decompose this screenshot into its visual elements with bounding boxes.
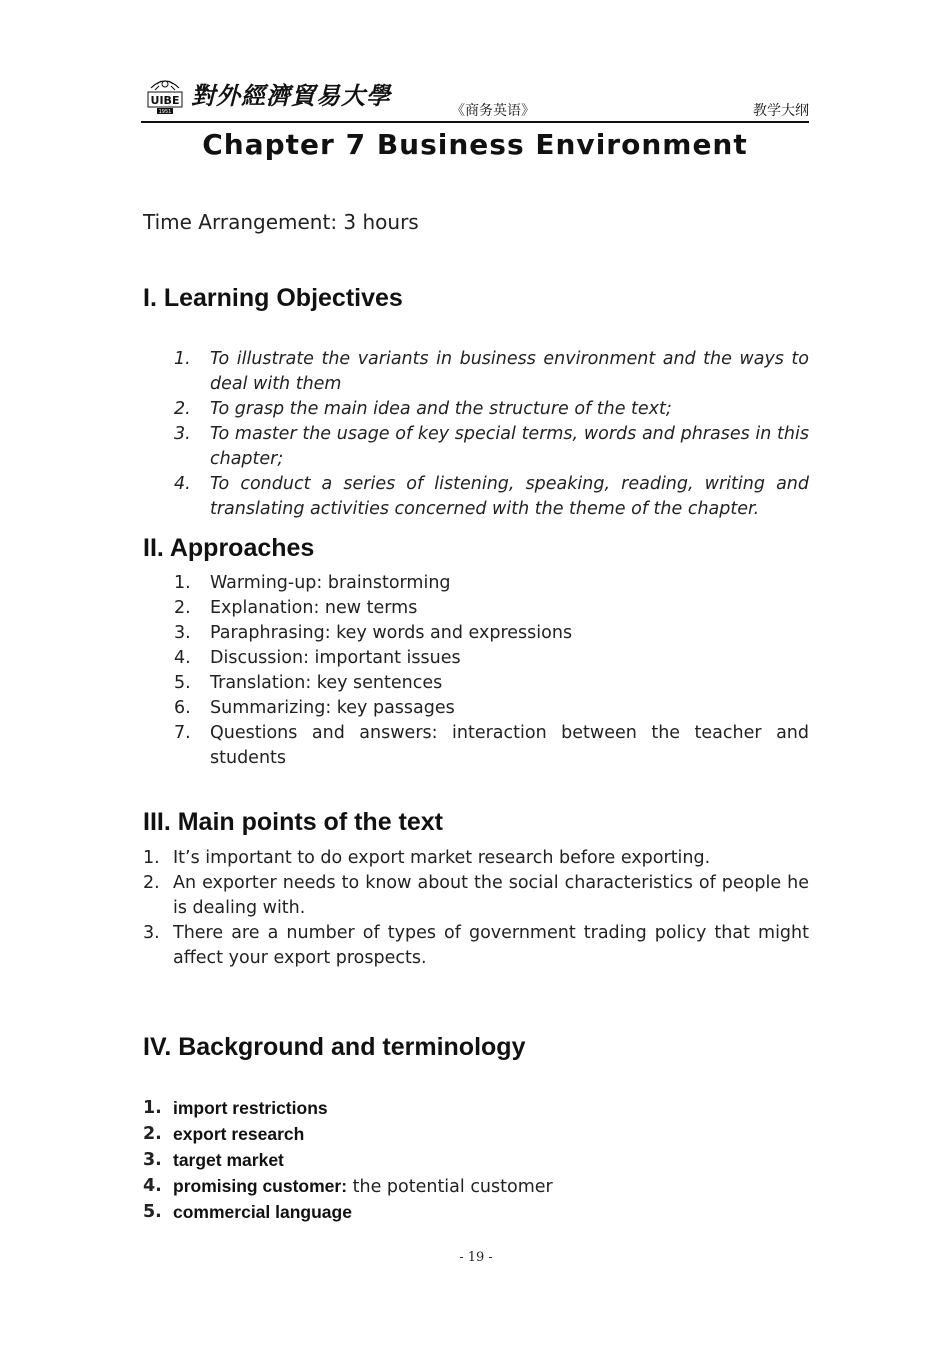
list-item xyxy=(174,347,809,397)
list-item xyxy=(143,1122,809,1148)
item-text: Translation: key sentences xyxy=(210,673,443,693)
item-number: 2. xyxy=(143,873,160,893)
item-text: Explanation: new terms xyxy=(210,598,418,618)
item-number: 4. xyxy=(143,1176,162,1196)
list-item xyxy=(174,422,809,472)
item-text: Questions and answers: interaction between the teacher and students xyxy=(210,723,809,768)
list-item xyxy=(174,596,809,621)
list-item xyxy=(143,871,809,921)
header-rule xyxy=(141,121,809,123)
item-number: 5. xyxy=(143,1202,162,1222)
term: import restrictions xyxy=(173,1098,328,1118)
item-text: Paraphrasing: key words and expressions xyxy=(210,623,573,643)
list-item xyxy=(143,1200,809,1226)
list-item xyxy=(174,621,809,646)
item-text: There are a number of types of government trading policy that might affect your export prospects. xyxy=(173,923,809,968)
list-item xyxy=(174,397,809,422)
list-item xyxy=(174,721,809,771)
list-item xyxy=(143,1096,809,1122)
time-arrangement: Time Arrangement: 3 hours xyxy=(143,210,419,234)
item-number: 2. xyxy=(174,598,191,618)
item-number: 3. xyxy=(143,923,160,943)
list-item xyxy=(143,1148,809,1174)
heading-learning-objectives: I. Learning Objectives xyxy=(143,284,403,312)
item-number: 3. xyxy=(174,424,191,444)
list-item xyxy=(143,846,809,871)
item-text: To grasp the main idea and the structure of the text; xyxy=(210,399,672,419)
course-title: 《商务英语》 xyxy=(451,103,535,119)
heading-main-points: III. Main points of the text xyxy=(143,808,443,836)
item-number: 1. xyxy=(174,573,191,593)
page-number: - 19 - xyxy=(459,1250,493,1265)
main-points-list xyxy=(143,846,809,971)
term: promising customer: xyxy=(173,1176,348,1196)
item-text: To master the usage of key special terms, words and phrases in this chapter; xyxy=(210,424,809,469)
item-number: 5. xyxy=(174,673,191,693)
item-number: 1. xyxy=(174,349,191,369)
item-number: 6. xyxy=(174,698,191,718)
term: target market xyxy=(173,1150,284,1170)
approaches-list xyxy=(174,571,809,771)
term-description: the potential customer xyxy=(347,1177,553,1197)
svg-text:1951: 1951 xyxy=(158,109,172,115)
list-item xyxy=(174,571,809,596)
item-number: 4. xyxy=(174,648,191,668)
item-number: 2. xyxy=(143,1124,162,1144)
objectives-list xyxy=(174,347,809,522)
list-item xyxy=(174,696,809,721)
terminology-list xyxy=(143,1096,809,1226)
list-item xyxy=(174,472,809,522)
term: commercial language xyxy=(173,1202,352,1222)
item-number: 1. xyxy=(143,1098,162,1118)
list-item xyxy=(143,921,809,971)
list-item xyxy=(174,671,809,696)
chapter-title: Chapter 7 Business Environment xyxy=(202,128,748,161)
svg-text:UIBE: UIBE xyxy=(150,94,180,107)
item-text: It’s important to do export market research before exporting. xyxy=(173,848,711,868)
item-number: 3. xyxy=(174,623,191,643)
heading-approaches: II. Approaches xyxy=(143,534,315,562)
list-item xyxy=(174,646,809,671)
item-text: An exporter needs to know about the social characteristics of people he is dealing with. xyxy=(173,873,809,918)
syllabus-label: 教学大纲 xyxy=(753,103,809,119)
item-text: To illustrate the variants in business environment and the ways to deal with them xyxy=(210,349,809,394)
page-header xyxy=(141,70,809,122)
item-text: To conduct a series of listening, speaking, reading, writing and translating activities concerned with the theme of the chapter. xyxy=(210,474,809,519)
university-logo xyxy=(145,72,185,116)
item-text: Discussion: important issues xyxy=(210,648,461,668)
item-text: Warming-up: brainstorming xyxy=(210,573,451,593)
university-name: 對外經濟貿易大學 xyxy=(191,81,391,110)
list-item xyxy=(143,1174,809,1200)
item-number: 1. xyxy=(143,848,160,868)
item-number: 2. xyxy=(174,399,191,419)
item-number: 7. xyxy=(174,723,191,743)
item-number: 4. xyxy=(174,474,191,494)
item-text: Summarizing: key passages xyxy=(210,698,455,718)
item-number: 3. xyxy=(143,1150,162,1170)
term: export research xyxy=(173,1124,305,1144)
heading-background-terminology: IV. Background and terminology xyxy=(143,1033,526,1061)
